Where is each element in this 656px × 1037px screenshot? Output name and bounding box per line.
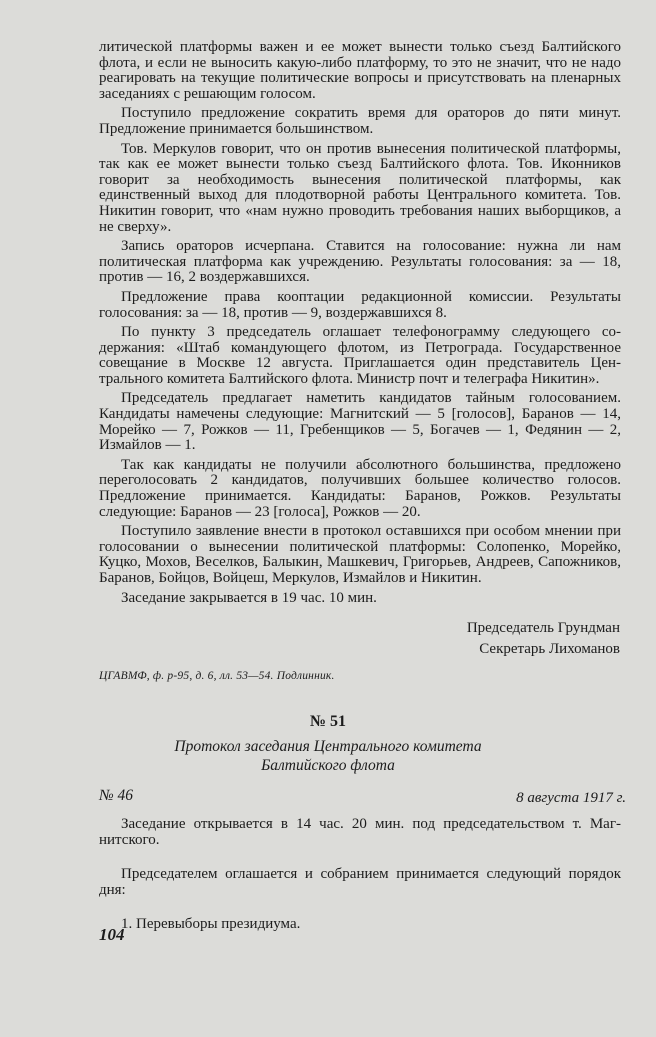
- document-date: 8 августа 1917 г.: [516, 790, 626, 806]
- paragraph: литической платформы важен и ее может вынести только съезд Балтийского флота, и если не выносить какую-либо платформу, то это не значит, что не надо реагировать на текущие политические вопросы и присутствовать на пленарных заседаниях с решающим голосом.: [99, 39, 621, 102]
- paragraph: Заседание закрывается в 19 час. 10 мин.: [121, 589, 377, 606]
- paragraph: Запись ораторов исчерпана. Ставится на голосование: нужна ли нам политическая платформа как учреждению. Результаты голосования: за — 18, против — 16, 2 воздержавшихся.: [99, 238, 621, 286]
- archive-source-note: ЦГАВМФ, ф. р-95, д. 6, лл. 53—54. Подлинник.: [99, 670, 335, 682]
- paragraph: Поступило заявление внести в протокол оставшихся при особом мнении при голосовании о вынесении политической платформы: Солопенко, Морейко, Куцко, Мохов, Веселков, Балыкин, Машкевич, Григорьев, Андреев, Сапожников, Баранов, Бойцов, Войцеш, Меркулов, Измайлов и Никитин.: [99, 523, 621, 586]
- paragraph: Тов. Меркулов говорит, что он против вынесения политической платформы, так как ее может вынести только съезд Балтийского флота. Тов. Иконников говорит за необходимость вынесения политической платформы, как единственный выход для плодотворной работы Центрального комитета. Тов. Никитин говорит, что «нам нужно проводить требования наших выборщиков, а не сверху».: [99, 140, 621, 235]
- document-title: [0, 737, 656, 775]
- paragraph: Заседание открывается в 14 час. 20 мин. под председательством т. Магнитского.: [99, 816, 621, 848]
- page-number: 104: [99, 925, 125, 944]
- paragraph: 1. Перевыборы президиума.: [121, 916, 301, 933]
- document-title-line: Балтийского флота: [261, 757, 395, 774]
- body-text-top: [99, 40, 621, 610]
- paragraph: Предложение права кооптации редакционной комиссии. Результаты голосования: за — 18, против — 9, воздержавшихся 8.: [99, 288, 621, 321]
- secretary-signature: Секретарь Лихоманов: [479, 641, 620, 657]
- paragraph: Председатель предлагает наметить кандидатов тайным голосованием. Кандидаты намечены следующие: Магнитский — 5 [голосов], Баранов — 14, Морейко — 7, Рожков — 11, Гребенщиков — 5, Богачев — 1, Федянин — 2, Измайлов — 1.: [99, 390, 621, 454]
- paragraph: По пункту 3 председатель оглашает телефонограмму следующего содержания: «Штаб командующего флотом, из Петрограда. Государственное совещание в Москве 12 августа. Приглашается один представитель Центрального комитета Балтийского флота. Министр почт и телеграфа Никитин».: [99, 324, 621, 387]
- document-number: № 51: [309, 713, 347, 730]
- body-text-bottom: [99, 817, 621, 933]
- chairman-signature: Председатель Грундман: [466, 620, 620, 636]
- protocol-number: № 46: [99, 787, 133, 804]
- paragraph: Председателем оглашается и собранием принимается следующий порядок дня:: [99, 866, 621, 898]
- paragraph: Так как кандидаты не получили абсолютного большинства, предложено переголосовать 2 кандидатов, получивших большее количество голосов. Предложение принимается. Кандидаты: Баранов, Рожков. Результаты следующие: Баранов — 23 [голоса], Рожков — 20.: [99, 456, 621, 520]
- paragraph: Поступило предложение сократить время для ораторов до пяти минут. Предложение принимается большинством.: [99, 105, 621, 137]
- document-title-line: Протокол заседания Центрального комитета: [174, 738, 482, 755]
